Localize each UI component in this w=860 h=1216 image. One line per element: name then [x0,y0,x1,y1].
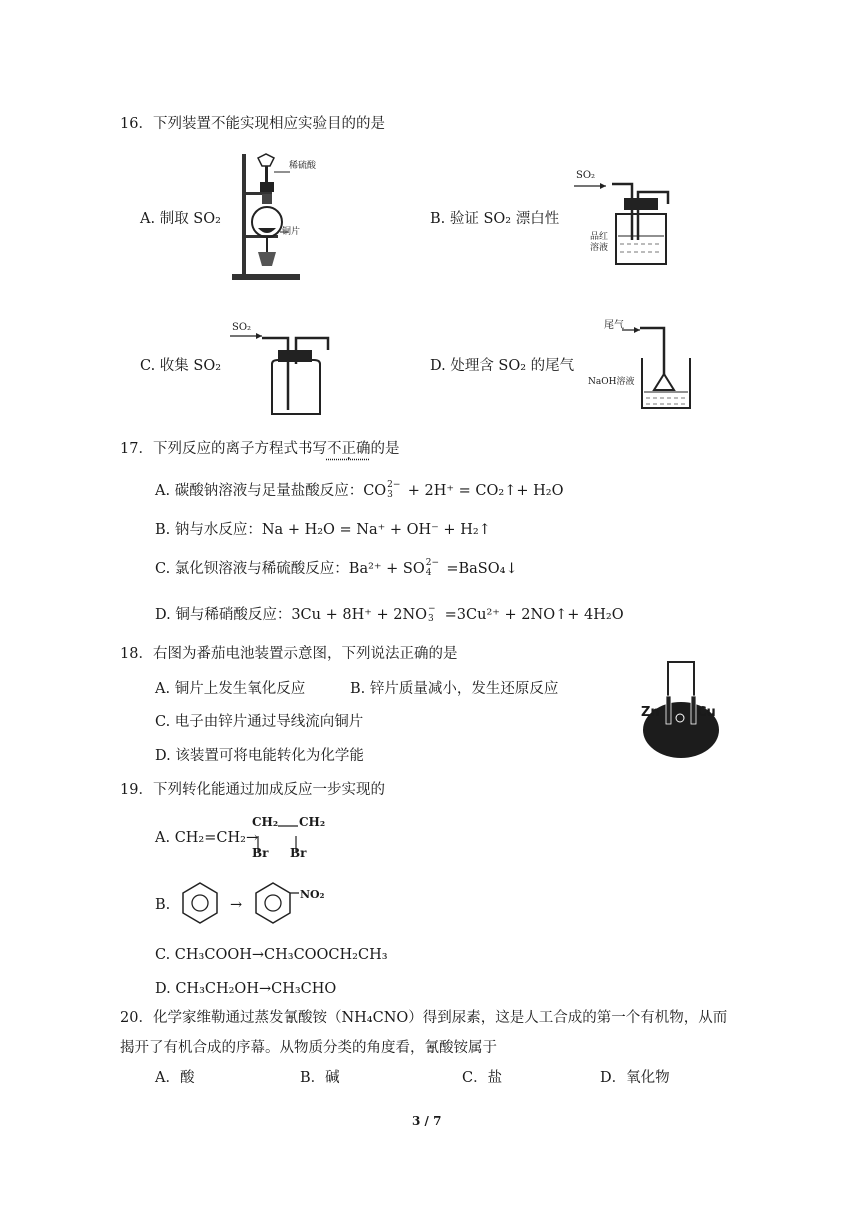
q17-stem-suffix: 的是 [370,441,400,457]
q19-a-ch2-right: CH₂ [299,815,326,829]
q17-option-a-ion [387,480,401,500]
q20-option-c: C．盐 [462,1070,503,1086]
figure-c-gas-label: SO₂ [232,322,252,333]
nitrobenzene-icon [253,880,313,926]
q19-option-c: C. CH₃COOH→CH₃COOCH₂CH₃ [155,947,388,963]
q19-b-arrow: → [230,897,243,913]
charge: − [428,604,436,614]
q19-stem: 19．下列转化能通过加成反应一步实现的 [120,782,385,798]
q17-stem-emphasis: 不正确 [326,441,371,457]
q19-a-br-right: Br [290,846,307,860]
q18-option-b: B. 锌片质量减小，发生还原反应 [350,681,559,697]
q20-option-b: B．碱 [300,1070,340,1086]
q19-a-br-left: Br [252,846,269,860]
figure-a-label-acid: 稀硫酸 [289,161,317,171]
q19-option-d: D. CH₃CH₂OH→CH₃CHO [155,981,337,997]
q18-option-d: D. 该装置可将电能转化为化学能 [155,748,364,764]
figure-d-liquid-label: NaOH溶液 [588,377,635,387]
q17-option-d [155,603,624,624]
q20-option-a: A．酸 [155,1070,195,1086]
q17-option-c-text: C. 氯化钡溶液与稀硫酸反应：Ba²⁺ + SO [155,561,425,577]
figure-c-apparatus [228,330,348,420]
charge: 2− [425,558,440,568]
subscript: 4 [425,568,432,578]
figure-a-label-copper: 铜片 [282,227,301,237]
q16-option-c: C. 收集 SO₂ [140,358,222,374]
q16-option-d: D. 处理含 SO₂ 的尾气 [430,358,575,374]
q18-option-c: C. 电子由锌片通过导线流向铜片 [155,714,364,730]
q19-a-ch2-left: CH₂ [252,815,279,829]
q16-option-b: B. 验证 SO₂ 漂白性 [430,211,560,227]
q20-option-d: D．氧化物 [600,1070,670,1086]
tomato-cu-label: Cu [697,705,716,720]
q19-option-a-text: A. CH₂=CH₂→ [155,830,259,846]
q18-stem: 18．右图为番茄电池装置示意图，下列说法正确的是 [120,646,458,662]
q17-option-c [155,557,518,578]
q20-stem-line2: 揭开了有机合成的序幕。从物质分类的角度看，氰酸铵属于 [120,1040,497,1056]
q18-option-a: A. 铜片上发生氧化反应 [155,681,306,697]
figure-d-gas-label: 尾气 [604,320,624,331]
q17-option-d-ion [428,604,438,624]
charge: 2− [387,480,401,490]
q17-option-c-ion [425,558,440,578]
figure-b-gas-label: SO₂ [576,170,596,181]
subscript: 3 [428,614,434,624]
q17-option-a [155,479,563,500]
q17-option-b: B. 钠与水反应：Na + H₂O = Na⁺ + OH⁻ + H₂↑ [155,522,491,538]
figure-d-apparatus [620,318,696,414]
q17-stem [120,437,399,458]
tomato-zn-label: Zn [641,705,660,720]
figure-b-apparatus [572,178,678,268]
q20-stem-line1: 20．化学家维勒通过蒸发氰酸铵（NH₄CNO）得到尿素，这是人工合成的第一个有机物，从而 [120,1010,728,1026]
subscript: 3 [387,490,393,500]
q17-option-d-rest: =3Cu²⁺ + 2NO↑+ 4H₂O [440,607,624,623]
q16-option-a: A. 制取 SO₂ [140,211,221,227]
q19-option-b-label: B. [155,897,171,913]
q17-option-a-rest: + 2H⁺ = CO₂↑+ H₂O [403,483,564,499]
q16-stem: 16．下列装置不能实现相应实验目的的是 [120,116,385,132]
page-number: 3 / 7 [412,1114,442,1128]
q17-stem-prefix: 17．下列反应的离子方程式书写 [120,441,327,457]
figure-b-liquid-label: 品红溶液 [590,232,609,253]
q17-option-a-text: A. 碳酸钠溶液与足量盐酸反应：CO [155,483,387,499]
q19-b-no2: NO₂ [300,888,325,901]
benzene-ring-icon [180,880,220,926]
q17-option-d-text: D. 铜与稀硝酸反应：3Cu + 8H⁺ + 2NO [155,607,428,623]
q17-option-c-rest: =BaSO₄↓ [441,561,518,577]
